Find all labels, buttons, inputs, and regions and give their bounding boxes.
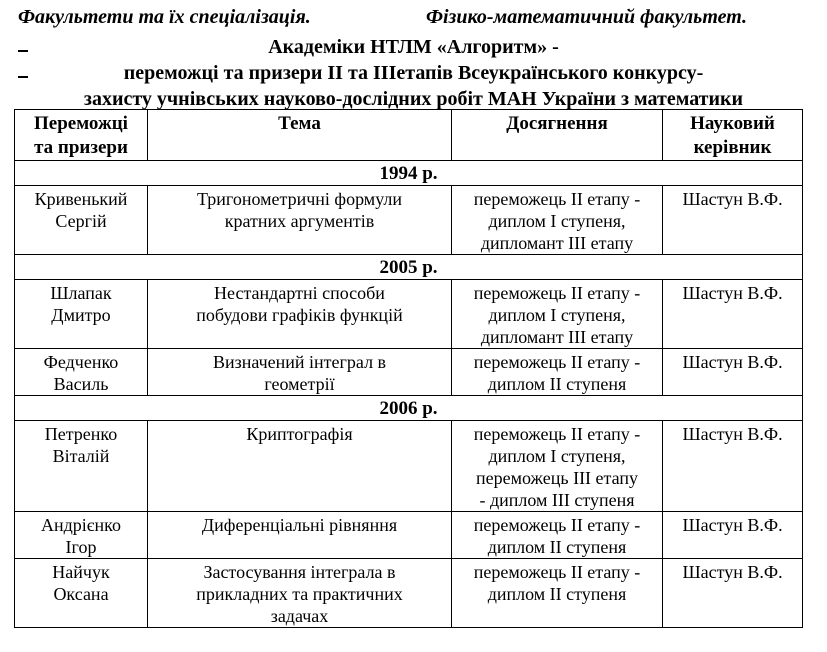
advisor-cell: Шастун В.Ф. xyxy=(663,186,803,255)
header-advisor xyxy=(663,110,803,161)
achievement-line: переможець ІІ етапу - xyxy=(473,189,641,209)
achievement-line: дипломант ІІІ етапу xyxy=(480,327,634,347)
title-line-1: Академіки НТЛМ «Алгоритм» - xyxy=(268,36,559,58)
topic-line: прикладних та практичних xyxy=(196,584,403,604)
winners-table xyxy=(14,109,803,628)
year-label: 2006 р. xyxy=(15,396,803,421)
winner-firstname: Дмитро xyxy=(51,305,111,325)
faculty-name-heading: Фізико-математичний факультет. xyxy=(426,6,753,28)
advisor-cell: Шастун В.Ф. xyxy=(663,280,803,349)
topic-cell xyxy=(148,280,452,349)
winner-name xyxy=(15,512,148,559)
year-row xyxy=(15,255,803,280)
achievement-line: дипломант ІІІ етапу xyxy=(480,233,634,253)
topic-line: Нестандартні способи xyxy=(214,283,385,303)
topic-line: Тригонометричні формули xyxy=(196,189,403,209)
achievement-line: диплом ІІ ступеня xyxy=(487,537,627,557)
table-header-row xyxy=(15,110,803,161)
header-winners-line2: та призери xyxy=(34,137,128,158)
header-winners xyxy=(15,110,148,161)
advisor-cell: Шастун В.Ф. xyxy=(663,349,803,396)
winner-name xyxy=(15,559,148,628)
achievement-line: диплом І ступеня, xyxy=(488,305,626,325)
table-row xyxy=(15,349,803,396)
header-line xyxy=(18,4,793,30)
winner-surname: Федченко xyxy=(43,352,119,372)
achievement-line: переможець ІІ етапу - xyxy=(473,515,641,535)
winner-firstname: Сергій xyxy=(55,211,107,231)
topic-line: кратних аргументів xyxy=(224,211,375,231)
achievement-line: переможець ІІ етапу - xyxy=(473,283,641,303)
year-label: 1994 р. xyxy=(15,161,803,186)
year-row xyxy=(15,396,803,421)
winner-surname: Найчук xyxy=(52,562,110,582)
winner-name xyxy=(15,421,148,512)
achievement-cell xyxy=(452,349,663,396)
advisor-cell: Шастун В.Ф. xyxy=(663,512,803,559)
table-row xyxy=(15,186,803,255)
topic-line: геометрії xyxy=(264,374,335,394)
topic-line: Застосування інтеграла в xyxy=(203,562,396,582)
table-row xyxy=(15,512,803,559)
faculty-specializations-heading: Факультети та їх спеціалізація. xyxy=(18,6,311,28)
header-achievement: Досягнення xyxy=(452,110,663,161)
achievement-line: переможець ІІ етапу - xyxy=(473,424,641,444)
header-topic: Тема xyxy=(148,110,452,161)
topic-line: задачах xyxy=(270,606,329,626)
winner-name xyxy=(15,186,148,255)
achievement-line: переможець ІІ етапу - xyxy=(473,562,641,582)
topic-line: побудови графіків функцій xyxy=(196,305,403,325)
topic-cell xyxy=(148,349,452,396)
advisor-cell: Шастун В.Ф. xyxy=(663,421,803,512)
achievement-line: переможець ІІ етапу - xyxy=(473,352,641,372)
advisor-cell: Шастун В.Ф. xyxy=(663,559,803,628)
winner-firstname: Василь xyxy=(53,374,109,394)
topic-cell xyxy=(148,186,452,255)
achievement-line: диплом ІІ ступеня xyxy=(487,374,627,394)
achievement-cell xyxy=(452,559,663,628)
header-advisor-line2: керівник xyxy=(693,137,772,158)
title-line-2: переможці та призери ІІ та ІІІетапів Всеукраїнського конкурсу- xyxy=(123,62,704,84)
winner-surname: Андрієнко xyxy=(41,515,121,535)
achievement-line: - диплом ІІІ ступеня xyxy=(479,490,635,510)
winner-name xyxy=(15,280,148,349)
achievement-cell xyxy=(452,512,663,559)
year-row xyxy=(15,161,803,186)
winner-surname: Шлапак xyxy=(50,283,112,303)
topic-cell xyxy=(148,559,452,628)
topic-line: Диференціальні рівняння xyxy=(201,515,398,535)
header-advisor-line1: Науковий xyxy=(690,113,775,134)
winner-name xyxy=(15,349,148,396)
achievement-line: переможець ІІІ етапу xyxy=(475,468,639,488)
achievement-cell xyxy=(452,186,663,255)
table-row xyxy=(15,559,803,628)
achievement-line: диплом І ступеня, xyxy=(488,446,626,466)
winner-firstname: Віталій xyxy=(52,446,110,466)
achievement-line: диплом І ступеня, xyxy=(488,211,626,231)
year-label: 2005 р. xyxy=(15,255,803,280)
winner-firstname: Оксана xyxy=(53,584,109,604)
header-winners-line1: Переможці xyxy=(34,113,128,134)
achievement-line: диплом ІІ ступеня xyxy=(487,584,627,604)
table-row xyxy=(15,280,803,349)
winner-surname: Петренко xyxy=(44,424,118,444)
topic-line: Криптографія xyxy=(246,424,353,444)
topic-line: Визначений інтеграл в xyxy=(212,352,387,372)
achievement-cell xyxy=(452,280,663,349)
title-line-3: захисту учнівських науково-дослідних робіт МАН України з математики xyxy=(83,88,744,110)
winner-surname: Кривенький xyxy=(34,189,128,209)
achievement-cell xyxy=(452,421,663,512)
winner-firstname: Ігор xyxy=(65,537,97,557)
topic-cell xyxy=(148,421,452,512)
topic-cell xyxy=(148,512,452,559)
table-row xyxy=(15,421,803,512)
